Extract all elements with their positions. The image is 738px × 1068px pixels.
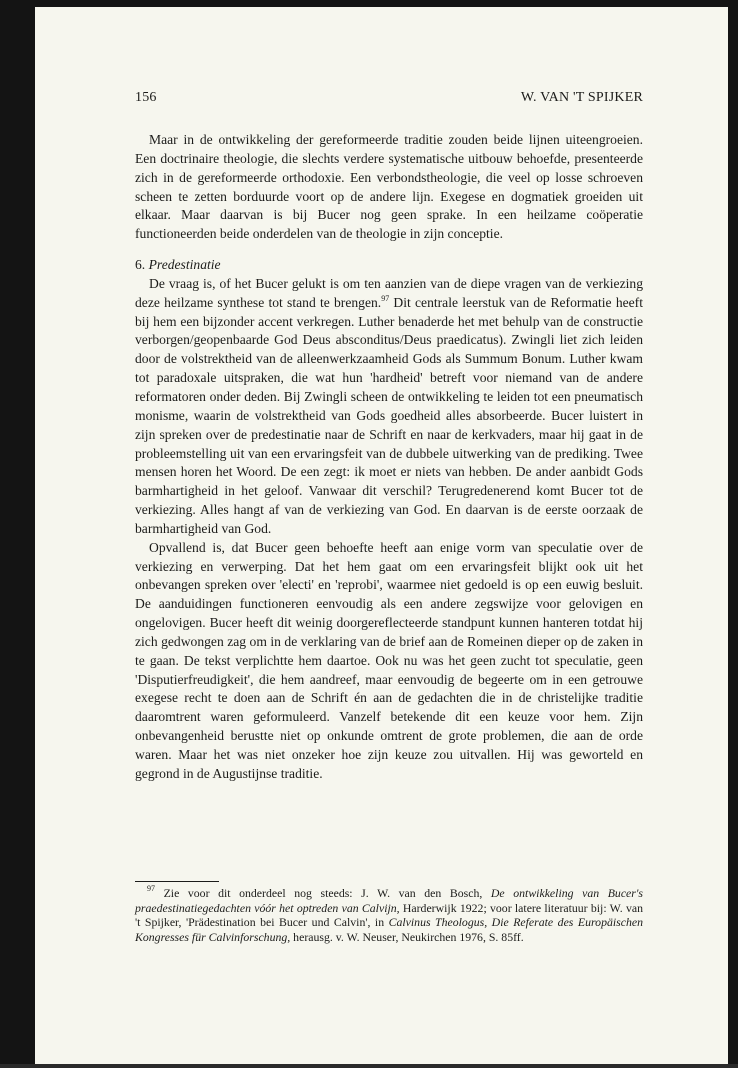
page-number: 156 [135, 90, 157, 105]
running-head-author: W. VAN 'T SPIJKER [520, 90, 643, 105]
footnote-marker: 97 [147, 884, 155, 893]
footnote-text: Zie voor dit onderdeel nog steeds: J. W. van den Bosch, [155, 886, 491, 900]
footnote-title: De ontwikkeling van Bucer's praedestinatiegedachten vóór het optreden van Calvijn, [135, 886, 643, 915]
scan-border-left [0, 0, 35, 1068]
paragraph-text: Dit centrale leerstuk van de Reformatie heeft bij hem een bijzonder accent verkregen. Luther benaderde het met behulp van de constructie verborgen/geopenbaarde God Deus absconditus/Deus praedicatus). Zwingli liet zich leiden door de volstrektheid van de alleenwerkzaamheid Gods als Summum Bonum. Luther kwam tot paradoxale uitspraken, die wat hun 'hardheid' betreft voor niemand van de andere reformatoren onder deden. Bij Zwingli scheen de ontwikkeling te leiden tot een pneumatisch monisme, waarin de volstrektheid van Gods goedheid alles absorbeerde. Bucer luistert in zijn spreken over de predestinatie naar de Schrift en naar de kerkvaders, maar hij gaat in de probleemstelling uit van een ervaringsfeit van de dubbele uitwerking van de prediking. Twee mensen horen het Woord. De een zegt: ik moet er niets van hebben. De ander aanbidt Gods barmhartigheid in het geloof. Vanwaar dit verschil? Terugredenerend komt Bucer tot de verkiezing. Alles hangt af van de verkiezing van God. En daarvan is de eerste oorzaak de barmhartigheid van God. [135, 294, 643, 536]
scan-border-top [0, 0, 738, 7]
footnote-text: Harderwijk 1922; voor latere literatuur bij: W. van 't Spijker, 'Prädestination bei Bucer und Calvin', in [135, 900, 643, 930]
footnote [135, 886, 643, 945]
footnote-rule [135, 881, 219, 882]
scan-border-right [728, 0, 738, 1068]
footnote-text: herausg. v. W. Neuser, Neukirchen 1976, S. 85ff. [290, 930, 524, 945]
section-title: Predestinatie [148, 257, 221, 273]
footnote-reference[interactable]: 97 [381, 293, 390, 303]
scan-border-bottom [0, 1064, 738, 1068]
paragraph [135, 275, 643, 539]
section-number: 6. [135, 257, 146, 273]
paragraph-text: De vraag is, of het Bucer gelukt is om ten aanzien van de diepe vragen van de verkiezing deze heilzame synthese tot stand te brengen. [135, 275, 643, 310]
section-heading [135, 256, 643, 275]
paragraph: Maar in de ontwikkeling der gereformeerde traditie zouden beide lijnen uiteengroeien. Een doctrinaire theologie, die slechts verdere systematische uitbouw behoefde, presenteerde zich in de gereformeerde orthodoxie. Een verbondstheologie, die veel op losse schroeven scheen te zetten borduurde voort op de andere lijn. Exegese en dogmatiek groeiden uit elkaar. Maar daarvan is bij Bucer nog geen sprake. In een heilzame coöperatie functioneerden beide onderdelen van de theologie in zijn conceptie. [135, 132, 643, 242]
main-text [135, 131, 643, 784]
footnote-title: Calvinus Theologus, Die Referate des Europäischen Kongresses für Calvinforschung, [135, 915, 643, 945]
paragraph: Opvallend is, dat Bucer geen behoefte heeft aan enige vorm van speculatie over de verkiezing en verwerping. Dat het hem gaat om een ervaringsfeit blijkt ook uit het onbevangen spreken over 'electi' en 'reprobi', waarmee niet gedoeld is op een euwig besluit. De aanduidingen functioneren eenvoudig als een andere zegswijze voor gelovigen en ongelovigen. Bucer heeft dit weinig doorgereflecteerde standpunt kunnen hanteren totdat hij zich gedwongen zag om in de verklaring van de brief aan de Romeinen dieper op de zaken in te gaan. De tekst verplichtte hem daartoe. Ook nu was het geen zucht tot speculatie, geen 'Disputierfreudigkeit', die hem aandreef, maar eenvoudig de begeerte om in een getrouwe exegese recht te doen aan de Schrift én aan de gedachten die in de christelijke traditie daaromtrent waren geformuleerd. Vanzelf betekende dit een keuze voor hem. Zijn onbevangenheid berustte niet op onkunde omtrent de grote problemen, die aan de orde waren. Maar het was niet onzeker hoe zijn keuze zou uitvallen. Hij was geworteld en gegrond in de Augustijnse traditie. [135, 539, 643, 781]
